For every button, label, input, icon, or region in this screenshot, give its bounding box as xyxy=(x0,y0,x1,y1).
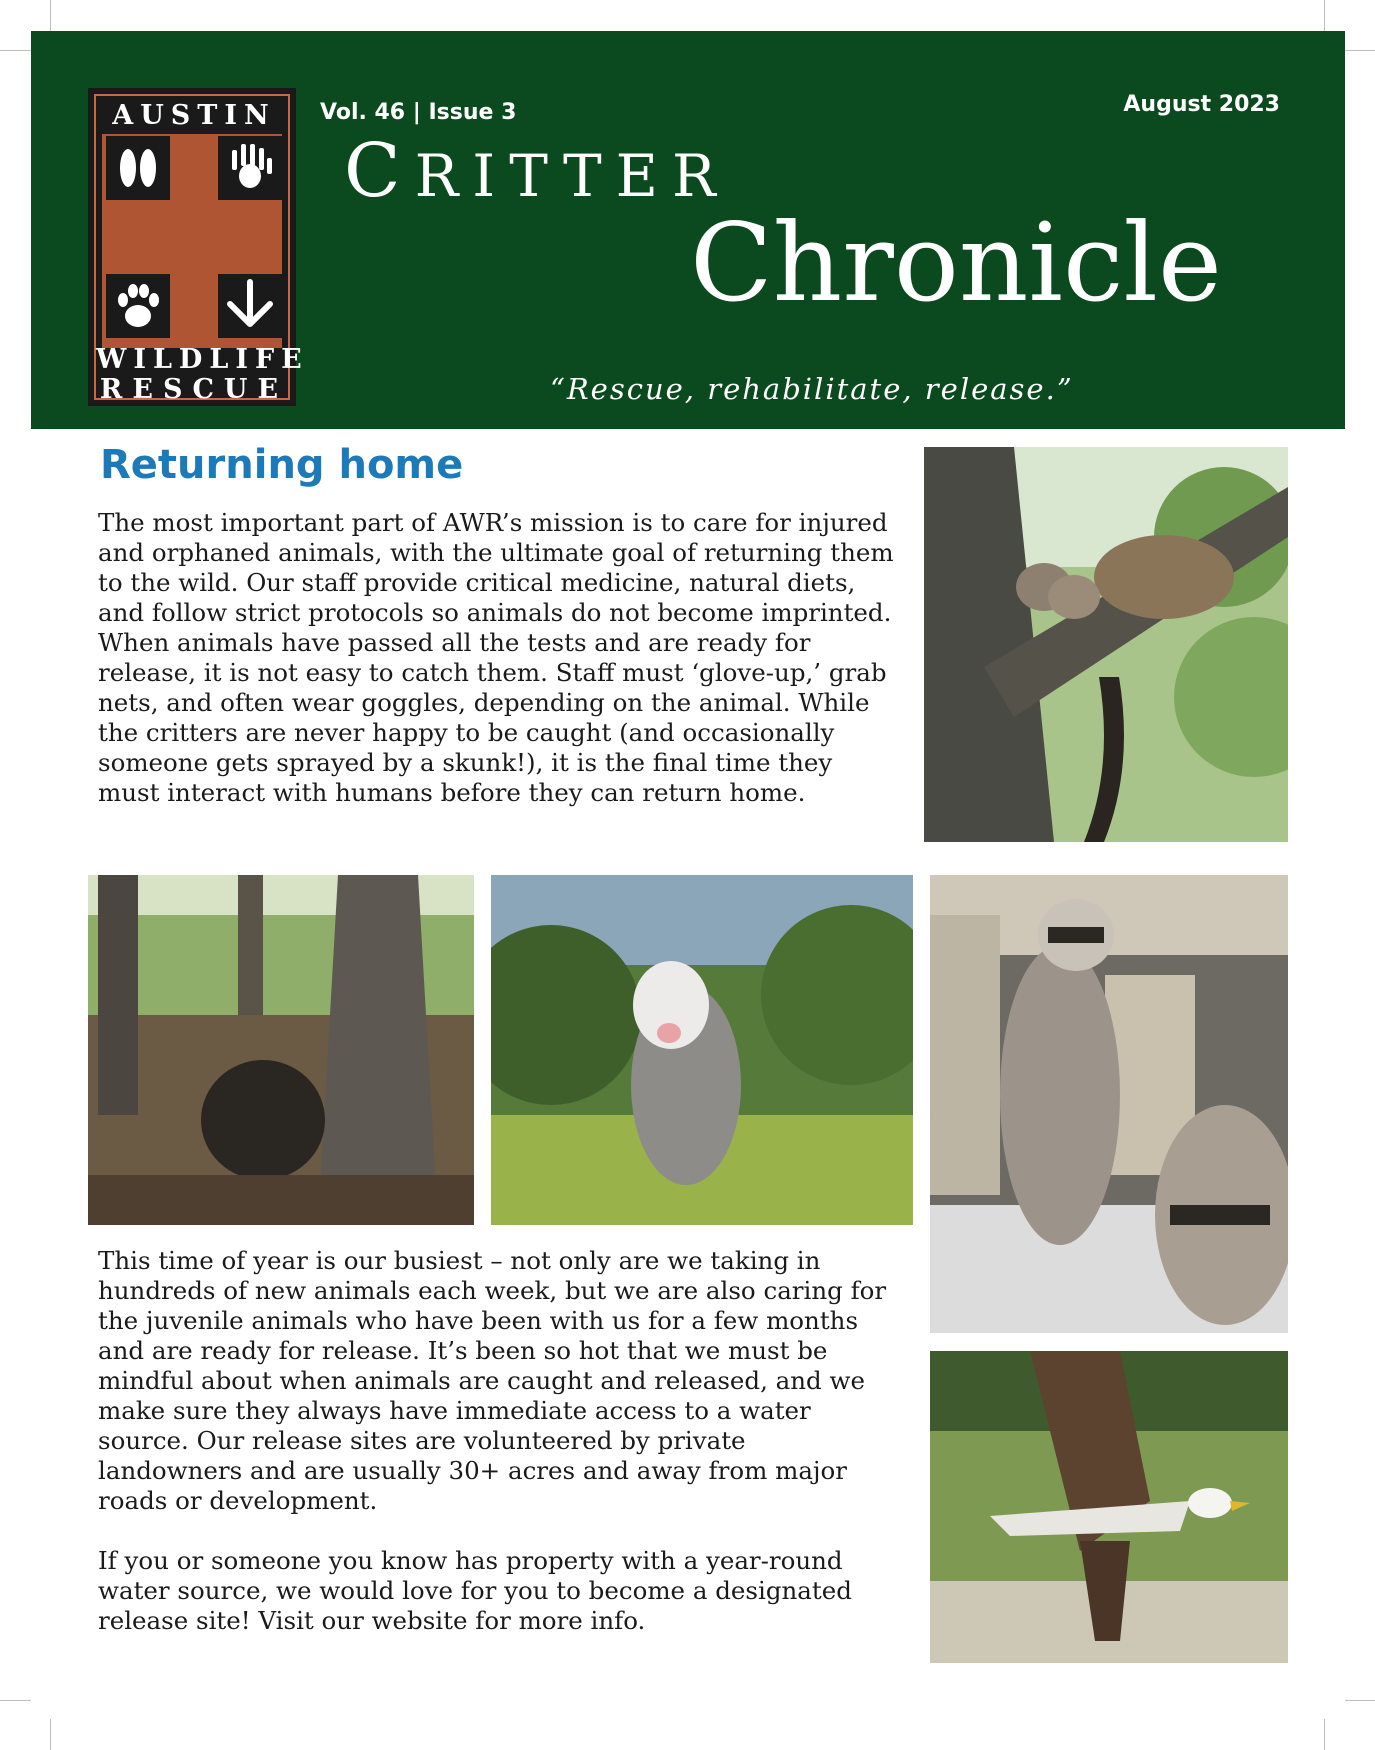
crop-mark xyxy=(1345,1700,1375,1701)
article-heading: Returning home xyxy=(100,442,464,488)
logo-bottom-word-1: WILDLIFE xyxy=(96,344,309,375)
photo-porcupine xyxy=(88,875,474,1225)
paragraph-text: The most important part of AWR’s mission is to care for injured and orphaned animals, with the ultimate goal of returning them to the wild. Our staff provide critical medicine, natural diets, and follow strict protocols so animals do not become imprinted. When animals have passed all the tests and are ready for release, it is not easy to catch them. Staff must ‘glove-up,’ grab nets, and often wear goggles, depending on the animal. While the critters are never happy to be caught (and occasionally someone gets sprayed by a skunk!), it is the final time they must interact with humans before they can return home. xyxy=(98,508,894,807)
logo-frame xyxy=(94,94,309,405)
title-rest: RITTER xyxy=(414,142,730,210)
article-paragraph-2 xyxy=(98,1246,888,1516)
bird-track-icon xyxy=(218,274,282,338)
volume-issue: Vol. 46 | Issue 3 xyxy=(320,100,517,125)
paragraph-text: This time of year is our busiest – not only are we taking in hundreds of new animals each week, but we are also caring for the juvenile animals who have been with us for a few months and are ready for release. It’s been so hot that we must be mindful about when animals are caught and released, and we make sure they always have immediate access to a water source. Our release sites are volunteered by private landowners and are usually 30+ acres and away from major roads or development. xyxy=(98,1246,887,1515)
title-initial: C xyxy=(344,128,415,214)
crop-mark xyxy=(50,0,51,31)
crop-mark xyxy=(1345,50,1375,51)
photo-opossum xyxy=(491,875,913,1225)
awr-logo xyxy=(88,88,309,406)
crop-mark xyxy=(0,50,31,51)
article-paragraph-1 xyxy=(98,508,898,808)
paw-track-icon xyxy=(106,274,170,338)
motto: “Rescue, rehabilitate, release.” xyxy=(550,372,1074,406)
photo-ringtails-in-tree xyxy=(924,447,1288,842)
crop-mark xyxy=(0,1700,31,1701)
title-line-1 xyxy=(344,128,730,214)
crop-mark xyxy=(1324,1719,1325,1750)
logo-bottom-word-2: RESCUE xyxy=(99,374,289,405)
paragraph-text: If you or someone you know has property with a year-round water source, we would love for you to become a designated release site! Visit our website for more info. xyxy=(98,1546,852,1635)
hoof-track-icon xyxy=(106,136,170,200)
issue-date: August 2023 xyxy=(1123,92,1280,117)
photo-raccoons-in-carrier xyxy=(930,875,1288,1333)
crop-mark xyxy=(50,1719,51,1750)
raccoon-track-icon xyxy=(218,136,282,200)
photo-eagle-release xyxy=(930,1351,1288,1663)
title-line-2: Chronicle xyxy=(690,201,1222,326)
logo-top-word: AUSTIN xyxy=(112,100,276,131)
article-paragraph-3 xyxy=(98,1546,888,1636)
crop-mark xyxy=(1324,0,1325,31)
